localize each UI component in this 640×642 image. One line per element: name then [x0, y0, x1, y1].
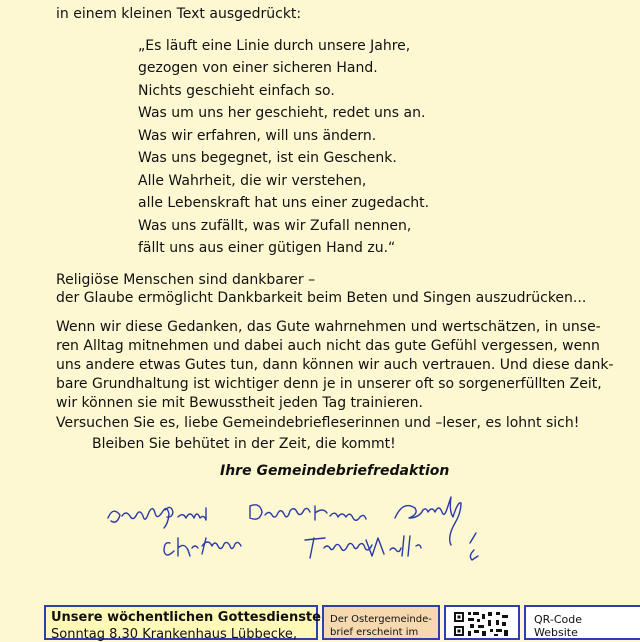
text-line: der Glaube ermöglicht Dankbarkeit beim Beten und Singen auszudrücken... — [56, 290, 587, 306]
text-line: Wenn wir diese Gedanken, das Gute wahrnehmen und wertschätzen, in unse- — [56, 319, 601, 335]
poem-line: alle Lebenskraft hat uns einer zugedacht. — [138, 195, 430, 211]
qr-label — [534, 613, 582, 639]
easter-line: Der Ostergemeinde- — [330, 614, 432, 625]
easter-text — [330, 613, 438, 639]
text-line: wir können sie mit Bewusstheit jeden Tag trainieren. — [56, 395, 424, 411]
qr-label-box — [524, 605, 640, 640]
poem-line: Nichts geschieht einfach so. — [138, 83, 335, 99]
try-line: Versuchen Sie es, liebe Gemeindebriefleserinnen und –leser, es lohnt sich! — [56, 415, 580, 431]
poem-line: Was wir erfahren, will uns ändern. — [138, 128, 377, 144]
easter-line: brief erscheint im — [330, 627, 419, 638]
qr-code-icon[interactable] — [452, 610, 512, 638]
text-line: Religiöse Menschen sind dankbarer – — [56, 272, 316, 288]
intro-text: in einem kleinen Text ausgedrückt: — [56, 6, 302, 22]
qr-label-line: Website — [534, 626, 578, 639]
footer-bar — [44, 605, 640, 640]
poem-line: Alle Wahrheit, die wir verstehen, — [138, 173, 367, 189]
easter-box — [322, 605, 440, 640]
services-box — [44, 605, 321, 642]
qr-code-box — [444, 605, 520, 640]
poem-line: „Es läuft eine Linie durch unsere Jahre, — [138, 38, 411, 54]
qr-label-line: QR-Code — [534, 613, 582, 626]
blessing-line: Bleiben Sie behütet in der Zeit, die kommt! — [92, 436, 396, 452]
poem-line: fällt uns aus einer gütigen Hand zu.“ — [138, 240, 396, 256]
poem-line: Was um uns her geschieht, redet uns an. — [138, 105, 426, 121]
text-line: uns andere etwas Gutes tun, dann können wir auch vertrauen. Und diese dank- — [56, 357, 614, 373]
poem-line: Was uns zufällt, was wir Zufall nennen, — [138, 218, 412, 234]
services-title: Unsere wöchentlichen Gottesdienste — [51, 610, 321, 625]
text-line: ren Alltag mitnehmen und dabei auch nicht das gute Gefühl vergessen, wenn — [56, 338, 600, 354]
services-row: Sonntag 8.30 Krankenhaus Lübbecke, — [51, 627, 298, 642]
poem-line: Was uns begegnet, ist ein Geschenk. — [138, 150, 397, 166]
signoff: Ihre Gemeindebriefredaktion — [220, 463, 450, 479]
text-line: bare Grundhaltung ist wichtiger denn je in unserer oft so sorgenerfüllten Zeit, — [56, 376, 602, 392]
handwritten-signatures — [100, 488, 530, 570]
poem-line: gezogen von einer sicheren Hand. — [138, 60, 378, 76]
